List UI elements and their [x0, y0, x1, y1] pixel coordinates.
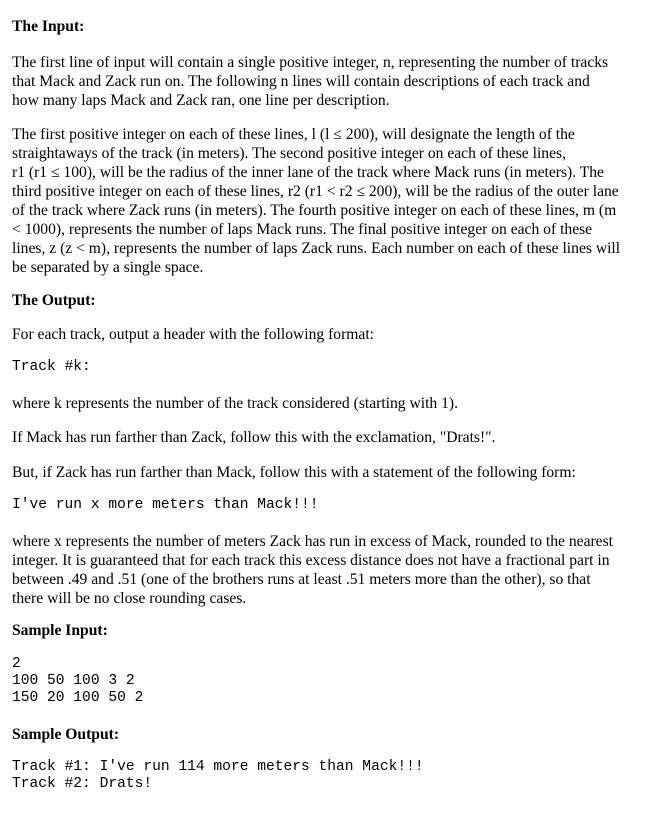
output-heading: The Output:: [12, 292, 96, 309]
x-description-line: where x represents the number of meters Zack has run in excess of Mack, rounded to the nearest: [12, 533, 614, 550]
input-p2-line: < 1000), represents the number of laps Mack runs. The final positive integer on each of these: [12, 221, 593, 238]
x-description-line: integer. It is guaranteed that for each track this excess distance does not have a fractional part in: [12, 552, 610, 569]
drats-description-line: If Mack has run farther than Zack, follow this with the exclamation, "Drats!".: [12, 429, 496, 446]
x-description-line: between .49 and .51 (one of the brothers runs at least .51 meters more than the other), so that: [12, 571, 591, 588]
input-p1-line: The first line of input will contain a single positive integer, n, representing the number of tracks: [12, 54, 609, 71]
input-p2-line: lines, z (z < m), represents the number of laps Zack runs. Each number on each of these lines will: [12, 240, 621, 257]
zack-description: [12, 463, 640, 482]
input-p2-line: r1 (r1 ≤ 100), will be the radius of the inner lane of the track where Mack runs (in meters). The: [12, 164, 604, 181]
input-p2-line: be separated by a single space.: [12, 259, 204, 276]
input-p2-line: straightaways of the track (in meters). The second positive integer on each of these lines,: [12, 145, 566, 162]
input-p2-line: third positive integer on each of these lines, r2 (r1 < r2 ≤ 200), will be the radius of the outer lane: [12, 183, 619, 200]
x-description-line: there will be no close rounding cases.: [12, 590, 247, 607]
output-intro-line: For each track, output a header with the following format:: [12, 326, 375, 343]
sample-input-heading: Sample Input:: [12, 622, 108, 639]
output-intro: [12, 325, 640, 344]
k-description-line: where k represents the number of the track considered (starting with 1).: [12, 395, 458, 412]
sample-input-line: 150 20 100 50 2: [12, 690, 144, 706]
input-p1-line: how many laps Mack and Zack ran, one line per description.: [12, 92, 390, 109]
input-paragraph-2: [12, 125, 640, 277]
header-format-code: Track #k:: [12, 359, 91, 375]
x-description: [12, 532, 640, 608]
drats-description: [12, 428, 640, 447]
k-description: [12, 394, 640, 413]
sample-input-line: 100 50 100 3 2: [12, 673, 135, 689]
sample-output-line: Track #1: I've run 114 more meters than Mack!!!: [12, 759, 424, 775]
sample-output-heading: Sample Output:: [12, 726, 120, 743]
statement-format-code: I've run x more meters than Mack!!!: [12, 497, 319, 513]
zack-description-line: But, if Zack has run farther than Mack, follow this with a statement of the following form:: [12, 464, 576, 481]
input-p2-line: of the track where Zack runs (in meters). The fourth positive integer on each of these lines, m (m: [12, 202, 617, 219]
input-p1-line: that Mack and Zack run on. The following n lines will contain descriptions of each track and: [12, 73, 590, 90]
sample-output-line: Track #2: Drats!: [12, 776, 153, 792]
input-heading: The Input:: [12, 18, 85, 35]
sample-input-line: 2: [12, 656, 21, 672]
input-paragraph-1: [12, 53, 640, 110]
input-p2-line: The first positive integer on each of these lines, l (l ≤ 200), will designate the length of the: [12, 126, 575, 143]
